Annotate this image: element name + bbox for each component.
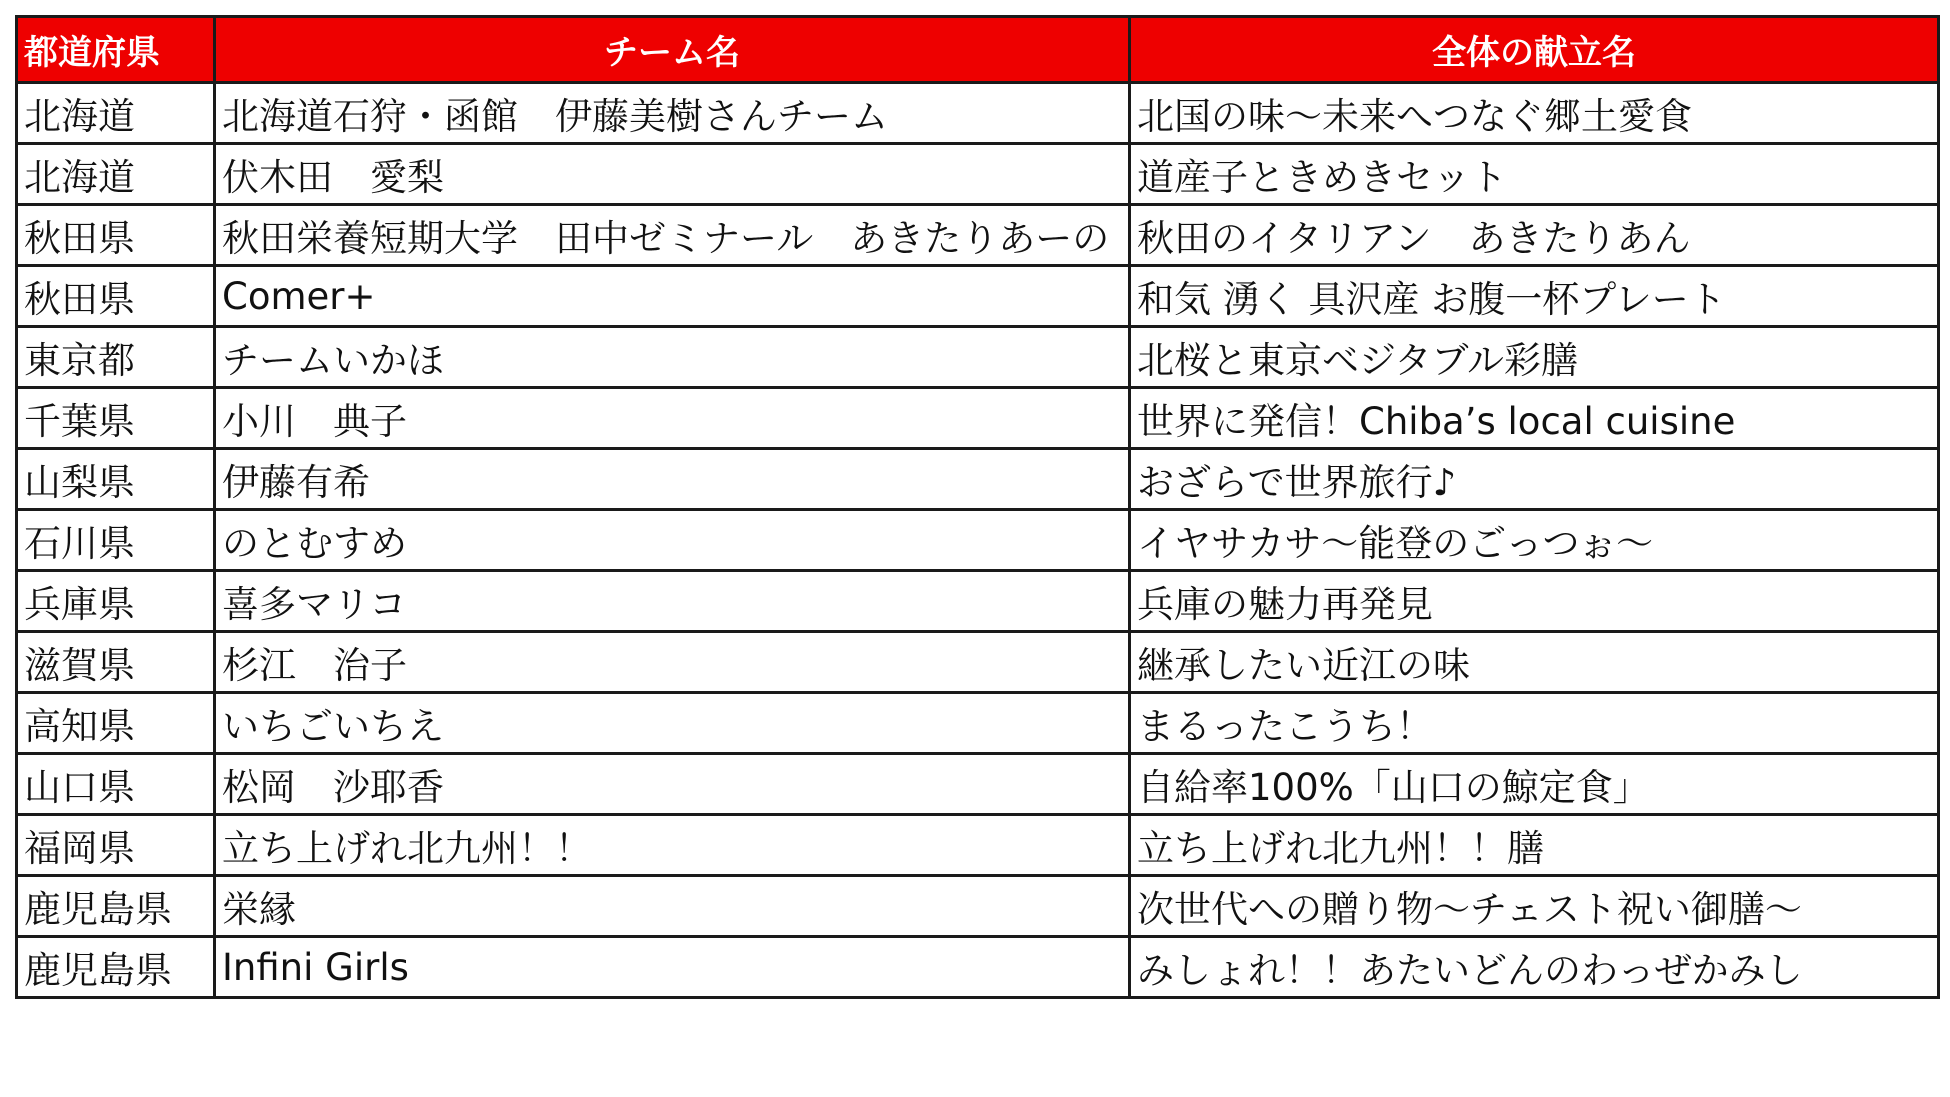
cell-team-name: 北海道石狩・函館 伊藤美樹さんチーム bbox=[215, 83, 1130, 144]
table-row bbox=[17, 449, 1939, 510]
cell-team-name: いちごいちえ bbox=[215, 693, 1130, 754]
cell-menu-name: 北桜と東京ベジタブル彩膳 bbox=[1130, 327, 1939, 388]
team-list-table bbox=[15, 15, 1940, 999]
cell-prefecture: 福岡県 bbox=[17, 815, 215, 876]
header-prefecture: 都道府県 bbox=[17, 17, 215, 83]
cell-menu-name: まるったこうち！ bbox=[1130, 693, 1939, 754]
cell-menu-name: 道産子ときめきセット bbox=[1130, 144, 1939, 205]
cell-prefecture: 山梨県 bbox=[17, 449, 215, 510]
table-row bbox=[17, 327, 1939, 388]
table-row bbox=[17, 510, 1939, 571]
cell-team-name: 秋田栄養短期大学 田中ゼミナール あきたりあーの bbox=[215, 205, 1130, 266]
cell-menu-name: イヤサカサ～能登のごっつぉ～ bbox=[1130, 510, 1939, 571]
table-row bbox=[17, 815, 1939, 876]
cell-prefecture: 北海道 bbox=[17, 144, 215, 205]
cell-menu-name: 和気 湧く 具沢産 お腹一杯プレート bbox=[1130, 266, 1939, 327]
table-row bbox=[17, 693, 1939, 754]
cell-team-name: 栄縁 bbox=[215, 876, 1130, 937]
table-row bbox=[17, 83, 1939, 144]
header-menu-name: 全体の献立名 bbox=[1130, 17, 1939, 83]
cell-prefecture: 北海道 bbox=[17, 83, 215, 144]
cell-prefecture: 石川県 bbox=[17, 510, 215, 571]
cell-prefecture: 鹿児島県 bbox=[17, 937, 215, 998]
table-row bbox=[17, 388, 1939, 449]
header-team-name: チーム名 bbox=[215, 17, 1130, 83]
table-header-row bbox=[17, 17, 1939, 83]
cell-prefecture: 鹿児島県 bbox=[17, 876, 215, 937]
cell-menu-name: 自給率100%「山口の鯨定食」 bbox=[1130, 754, 1939, 815]
table-row bbox=[17, 205, 1939, 266]
table-row bbox=[17, 937, 1939, 998]
cell-menu-name: 北国の味～未来へつなぐ郷土愛食 bbox=[1130, 83, 1939, 144]
cell-menu-name: 世界に発信！Chiba’s local cuisine bbox=[1130, 388, 1939, 449]
table-row bbox=[17, 632, 1939, 693]
cell-prefecture: 山口県 bbox=[17, 754, 215, 815]
team-list-table-container bbox=[15, 15, 1937, 999]
cell-menu-name: 次世代への贈り物～チェスト祝い御膳～ bbox=[1130, 876, 1939, 937]
cell-prefecture: 秋田県 bbox=[17, 266, 215, 327]
cell-menu-name: みしょれ！！あたいどんのわっぜかみし bbox=[1130, 937, 1939, 998]
cell-team-name: 伏木田 愛梨 bbox=[215, 144, 1130, 205]
cell-team-name: のとむすめ bbox=[215, 510, 1130, 571]
cell-team-name: チームいかほ bbox=[215, 327, 1130, 388]
cell-prefecture: 高知県 bbox=[17, 693, 215, 754]
cell-team-name: 喜多マリコ bbox=[215, 571, 1130, 632]
cell-prefecture: 秋田県 bbox=[17, 205, 215, 266]
cell-team-name: 立ち上げれ北九州！！ bbox=[215, 815, 1130, 876]
cell-prefecture: 千葉県 bbox=[17, 388, 215, 449]
cell-team-name: 杉江 治子 bbox=[215, 632, 1130, 693]
cell-team-name: 松岡 沙耶香 bbox=[215, 754, 1130, 815]
table-row bbox=[17, 266, 1939, 327]
table-row bbox=[17, 571, 1939, 632]
cell-menu-name: 継承したい近江の味 bbox=[1130, 632, 1939, 693]
cell-menu-name: 秋田のイタリアン あきたりあん bbox=[1130, 205, 1939, 266]
table-row bbox=[17, 144, 1939, 205]
table-row bbox=[17, 754, 1939, 815]
cell-prefecture: 東京都 bbox=[17, 327, 215, 388]
cell-prefecture: 兵庫県 bbox=[17, 571, 215, 632]
cell-menu-name: 兵庫の魅力再発見 bbox=[1130, 571, 1939, 632]
cell-team-name: 伊藤有希 bbox=[215, 449, 1130, 510]
cell-menu-name: おざらで世界旅行♪ bbox=[1130, 449, 1939, 510]
cell-team-name: Comer+ bbox=[215, 266, 1130, 327]
cell-menu-name: 立ち上げれ北九州！！膳 bbox=[1130, 815, 1939, 876]
table-row bbox=[17, 876, 1939, 937]
cell-team-name: 小川 典子 bbox=[215, 388, 1130, 449]
cell-team-name: Infini Girls bbox=[215, 937, 1130, 998]
cell-prefecture: 滋賀県 bbox=[17, 632, 215, 693]
